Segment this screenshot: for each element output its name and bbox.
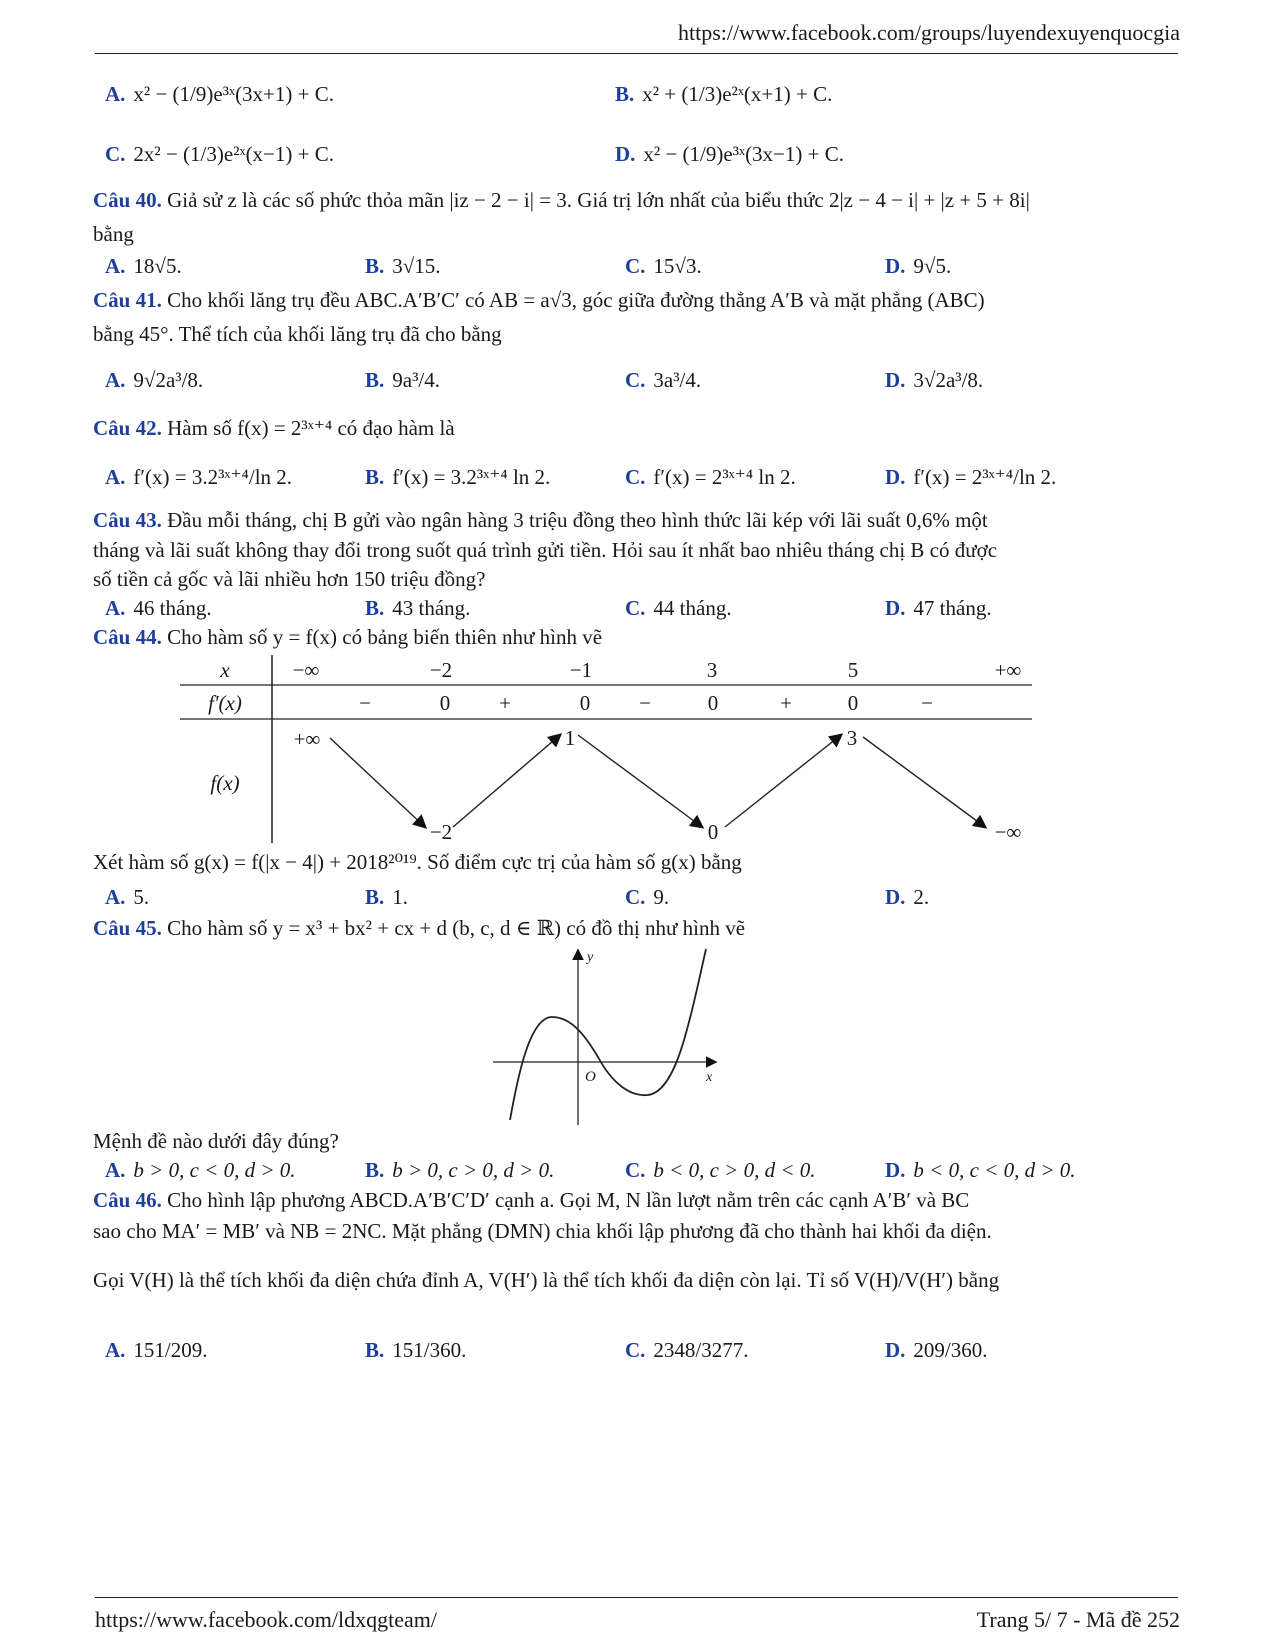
q41-text2: bằng 45°. Thể tích của khối lăng trụ đã cho bằng — [93, 322, 502, 346]
q39-option-d[interactable]: D. x² − (1/9)e³ˣ(3x−1) + C. — [615, 142, 844, 166]
q41-title: Câu 41. — [93, 288, 162, 312]
table-fp-value: − — [359, 691, 371, 715]
q41-option-a[interactable]: A. 9√2a³/8. — [105, 368, 204, 392]
table-x-label: x — [220, 658, 230, 682]
table-f-label: f(x) — [210, 771, 240, 795]
arrow-increase-2 — [725, 735, 841, 827]
q43-option-a[interactable]: A. 46 tháng. — [105, 596, 212, 620]
q45-text2: Mệnh đề nào dưới đây đúng? — [93, 1129, 339, 1153]
q46-line2: sao cho MA′ = MB′ và NB = 2NC. Mặt phẳng (DMN) chia khối lập phương đã cho thành hai khối đa diện. — [93, 1219, 992, 1243]
q40-stem — [93, 188, 1030, 213]
q39-option-a[interactable]: A. x² − (1/9)e³ˣ(3x+1) + C. — [105, 82, 334, 106]
variation-table — [175, 655, 1040, 850]
table-f-value: −2 — [429, 820, 453, 844]
q39-c-text: 2x² − (1/3)e²ˣ(x−1) + C. — [133, 142, 334, 166]
q46-line1: Cho hình lập phương ABCD.A′B′C′D′ cạnh a. Gọi M, N lần lượt nằm trên các cạnh A′B′ và BC — [167, 1188, 970, 1212]
q43-line1: Đầu mỗi tháng, chị B gửi vào ngân hàng 3 triệu đồng theo hình thức lãi kép với lãi suất 0,6% một — [167, 508, 988, 532]
cubic-graph — [490, 945, 725, 1130]
q45-title: Câu 45. — [93, 916, 162, 940]
q44-option-a[interactable]: A. 5. — [105, 885, 150, 909]
q43-option-c[interactable]: C. 44 tháng. — [625, 596, 732, 620]
table-fp-value: + — [499, 691, 511, 715]
table-x-value: 5 — [847, 658, 859, 682]
table-x-value: −1 — [569, 658, 593, 682]
q46-option-d[interactable]: D. 209/360. — [885, 1338, 988, 1362]
table-f-value: 0 — [707, 820, 719, 844]
q41-text: Cho khối lăng trụ đều ABC.A′B′C′ có AB = a√3, góc giữa đường thẳng A′B và mặt phẳng (ABC) — [167, 288, 985, 312]
q44-text2: Xét hàm số g(x) = f(|x − 4|) + 2018²⁰¹⁹. Số điểm cực trị của hàm số g(x) bằng — [93, 850, 742, 874]
q42-option-d[interactable]: D. f′(x) = 2³ˣ⁺⁴/ln 2. — [885, 465, 1057, 489]
q42-option-a[interactable]: A. f′(x) = 3.2³ˣ⁺⁴/ln 2. — [105, 465, 293, 489]
q43-title: Câu 43. — [93, 508, 162, 532]
table-x-value: −2 — [429, 658, 453, 682]
cubic-curve — [510, 949, 706, 1120]
q43-line2: tháng và lãi suất không thay đổi trong suốt quá trình gửi tiền. Hỏi sau ít nhất bao nhiêu tháng chị B có được — [93, 538, 998, 562]
q46-line3: Gọi V(H) là thể tích khối đa diện chứa đỉnh A, V(H′) là thể tích khối đa diện còn lại. Tỉ số V(H)/V(H′) bằng — [93, 1268, 1000, 1292]
q39-option-b[interactable]: B. x² + (1/3)e²ˣ(x+1) + C. — [615, 82, 833, 106]
q42-option-b[interactable]: B. f′(x) = 3.2³ˣ⁺⁴ ln 2. — [365, 465, 551, 489]
table-fp-label: f′(x) — [208, 691, 242, 715]
arrow-decrease-3 — [863, 737, 985, 827]
y-axis-label: y — [587, 950, 594, 965]
table-f-value: +∞ — [293, 727, 321, 751]
q40-text: Giả sử z là các số phức thỏa mãn |iz − 2 − i| = 3. Giá trị lớn nhất của biểu thức 2|z − 4 − i| + |z + 5 + 8i| — [167, 188, 1030, 212]
q40-text2: bằng — [93, 222, 134, 246]
table-fp-value: − — [639, 691, 651, 715]
x-axis-label: x — [706, 1070, 713, 1085]
q42-stem — [93, 416, 455, 441]
table-fp-value: 0 — [439, 691, 451, 715]
q46-title: Câu 46. — [93, 1188, 162, 1212]
q39-d-text: x² − (1/9)e³ˣ(3x−1) + C. — [643, 142, 844, 166]
arrow-increase-1 — [453, 735, 560, 827]
q44-title: Câu 44. — [93, 625, 162, 649]
q45-option-b[interactable]: B. b > 0, c > 0, d > 0. — [365, 1158, 555, 1182]
page-number: Trang 5/ 7 - Mã đề 252 — [976, 1607, 1180, 1632]
q40-option-a[interactable]: A. 18√5. — [105, 254, 182, 278]
q43-line3: số tiền cả gốc và lãi nhiều hơn 150 triệu đồng? — [93, 567, 486, 591]
table-fp-value: 0 — [847, 691, 859, 715]
q44-stem — [93, 625, 602, 650]
q41-stem — [93, 288, 985, 313]
q45-stem — [93, 916, 745, 941]
q39-b-text: x² + (1/3)e²ˣ(x+1) + C. — [642, 82, 833, 106]
q40-option-b[interactable]: B. 3√15. — [365, 254, 441, 278]
table-f-value: −∞ — [994, 820, 1022, 844]
table-x-value: −∞ — [292, 658, 320, 682]
q46-option-c[interactable]: C. 2348/3277. — [625, 1338, 749, 1362]
q40-title: Câu 40. — [93, 188, 162, 212]
q42-text: Hàm số f(x) = 2³ˣ⁺⁴ có đạo hàm là — [167, 416, 455, 440]
q44-option-d[interactable]: D. 2. — [885, 885, 930, 909]
q41-option-d[interactable]: D. 3√2a³/8. — [885, 368, 984, 392]
q46-option-b[interactable]: B. 151/360. — [365, 1338, 467, 1362]
q42-title: Câu 42. — [93, 416, 162, 440]
q45-option-a[interactable]: A. b > 0, c < 0, d > 0. — [105, 1158, 296, 1182]
q45-text: Cho hàm số y = x³ + bx² + cx + d (b, c, d ∈ ℝ) có đồ thị như hình vẽ — [167, 916, 746, 940]
q45-option-d[interactable]: D. b < 0, c < 0, d > 0. — [885, 1158, 1076, 1182]
footer-url[interactable]: https://www.facebook.com/ldxqgteam/ — [95, 1607, 437, 1632]
q44-text: Cho hàm số y = f(x) có bảng biến thiên như hình vẽ — [167, 625, 603, 649]
table-fp-value: − — [921, 691, 933, 715]
table-f-value: 3 — [846, 726, 858, 750]
table-x-value: 3 — [706, 658, 718, 682]
q44-option-c[interactable]: C. 9. — [625, 885, 670, 909]
q39-a-text: x² − (1/9)e³ˣ(3x+1) + C. — [133, 82, 334, 106]
origin-label: O — [585, 1069, 596, 1085]
q40-option-d[interactable]: D. 9√5. — [885, 254, 952, 278]
q46-option-a[interactable]: A. 151/209. — [105, 1338, 208, 1362]
header-rule — [95, 53, 1178, 54]
arrow-decrease-1 — [330, 738, 425, 827]
footer-rule — [95, 1597, 1178, 1598]
table-f-value: 1 — [564, 726, 576, 750]
q43-option-b[interactable]: B. 43 tháng. — [365, 596, 471, 620]
q45-option-c[interactable]: C. b < 0, c > 0, d < 0. — [625, 1158, 816, 1182]
q40-option-c[interactable]: C. 15√3. — [625, 254, 702, 278]
table-fp-value: 0 — [579, 691, 591, 715]
q41-option-c[interactable]: C. 3a³/4. — [625, 368, 702, 392]
arrow-decrease-2 — [578, 735, 702, 827]
table-fp-value: + — [780, 691, 792, 715]
q42-option-c[interactable]: C. f′(x) = 2³ˣ⁺⁴ ln 2. — [625, 465, 796, 489]
q44-option-b[interactable]: B. 1. — [365, 885, 409, 909]
table-fp-value: 0 — [707, 691, 719, 715]
q43-option-d[interactable]: D. 47 tháng. — [885, 596, 992, 620]
q46-stem — [93, 1188, 969, 1213]
q43-stem — [93, 508, 988, 533]
q39-option-c[interactable]: C. 2x² − (1/3)e²ˣ(x−1) + C. — [105, 142, 334, 166]
table-x-value: +∞ — [994, 658, 1022, 682]
header-url[interactable]: https://www.facebook.com/groups/luyendexuyenquocgia — [677, 20, 1180, 45]
q41-option-b[interactable]: B. 9a³/4. — [365, 368, 440, 392]
